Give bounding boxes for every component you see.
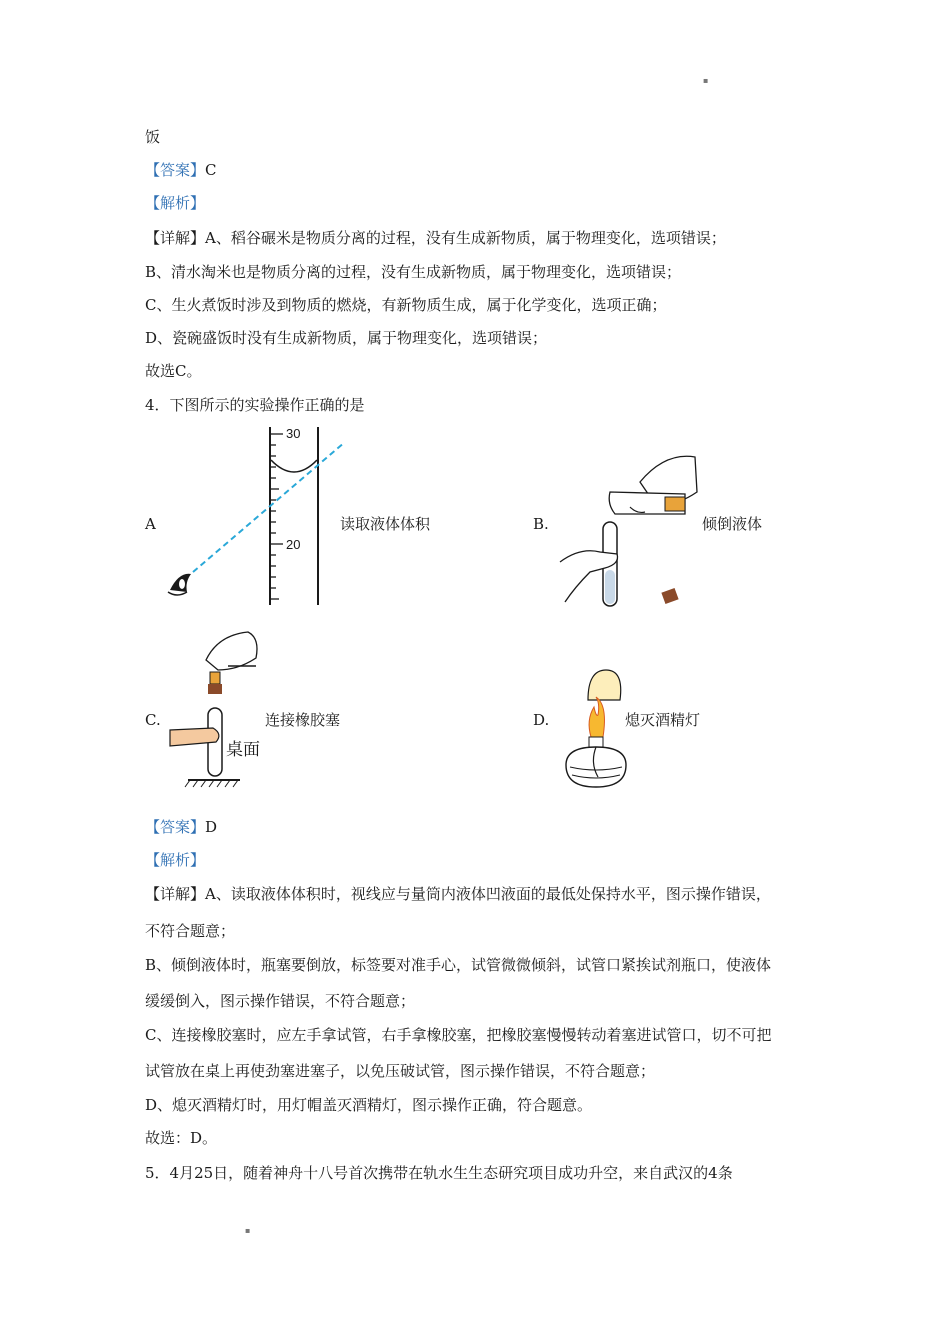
footer-mark: ▪ (245, 1226, 251, 1235)
question-5-stem: 5．4月25日，随着神舟十八号首次携带在轨水生生态研究项目成功升空，来自武汉的4条 (145, 1164, 733, 1182)
prev-analysis-tag: 【解析】 (145, 194, 206, 212)
q4-answer (145, 817, 217, 837)
q4-explanation-line: B、倾倒液体时，瓶塞要倒放，标签要对准手心，试管微微倾斜，试管口紧挨试剂瓶口，使液体 (145, 956, 772, 974)
option-c-letter: C. (145, 711, 161, 729)
prev-explanation-line: B、清水淘米也是物质分离的过程，没有生成新物质，属于物理变化，选项错误； (145, 263, 682, 281)
alcohol-lamp-figure (558, 665, 648, 795)
lamp-cap (588, 670, 621, 700)
detail-tag: 【详解】 (145, 229, 206, 247)
answer-tag: 【答案】 (145, 161, 206, 179)
prev-answer (145, 160, 217, 180)
prev-question-tail: 饭 (145, 128, 161, 146)
liquid (605, 570, 615, 604)
option-a-text: 读取液体体积 (340, 515, 431, 533)
answer-tag: 【答案】 (145, 818, 206, 836)
meniscus (271, 460, 317, 472)
q4-explanation-line: D、熄灭酒精灯时，用灯帽盖灭酒精灯，图示操作正确，符合题意。 (145, 1096, 593, 1114)
prev-explanation-line: D、瓷碗盛饭时没有生成新物质，属于物理变化，选项错误； (145, 329, 548, 347)
pouring-liquid-figure (555, 452, 705, 612)
stopper (661, 588, 678, 604)
option-c-text: 连接橡胶塞 (265, 711, 341, 729)
cylinder-reading-figure (165, 422, 365, 607)
q4-explanation-line: C、连接橡胶塞时，应左手拿试管，右手拿橡胶塞，把橡胶塞慢慢转动着塞进试管口，切不可把 (145, 1026, 772, 1044)
desk-label: 桌面 (226, 740, 260, 760)
prev-detail-line (145, 228, 726, 248)
option-d-text: 熄灭酒精灯 (625, 711, 701, 729)
question-4-stem: 4．下图所示的实验操作正确的是 (145, 396, 365, 414)
upper-hand-icon (206, 632, 257, 670)
answer-value: C (205, 161, 217, 179)
option-a-letter: A (145, 515, 156, 533)
header-mark: ▪ (703, 76, 709, 85)
q4-explanation-line: 试管放在桌上再使劲塞进塞子，以免压破试管，图示操作错误，不符合题意； (145, 1062, 656, 1080)
tick-label-20: 20 (286, 537, 301, 552)
detail-tag: 【详解】 (145, 885, 206, 903)
flame-icon (589, 697, 604, 737)
q4-explanation-line: 不符合题意； (145, 922, 236, 940)
option-b-letter: B. (533, 515, 549, 533)
q4-conclusion: 故选：D。 (145, 1129, 218, 1147)
q4-analysis-tag: 【解析】 (145, 851, 206, 869)
stopper-connecting-figure (168, 630, 278, 790)
detail-text: A、稻谷碾米是物质分离的过程，没有生成新物质，属于物理变化，选项错误； (205, 229, 726, 247)
q4-explanation-line: 缓缓倒入，图示操作错误，不符合题意； (145, 992, 416, 1010)
prev-explanation-line: C、生火煮饭时涉及到物质的燃烧，有新物质生成，属于化学变化，选项正确； (145, 296, 667, 314)
lamp-body (566, 747, 626, 787)
answer-value: D (205, 818, 218, 836)
bottle-label (665, 497, 685, 511)
eye-icon (168, 574, 191, 595)
option-d-letter: D. (533, 711, 550, 729)
option-b-text: 倾倒液体 (702, 515, 763, 533)
prev-conclusion: 故选C。 (145, 362, 202, 380)
detail-text: A、读取液体体积时，视线应与量筒内液体凹液面的最低处保持水平，图示操作错误， (205, 885, 771, 903)
rubber-stopper (208, 684, 222, 694)
tick-label-30: 30 (286, 426, 301, 441)
q4-detail-line (145, 884, 771, 904)
